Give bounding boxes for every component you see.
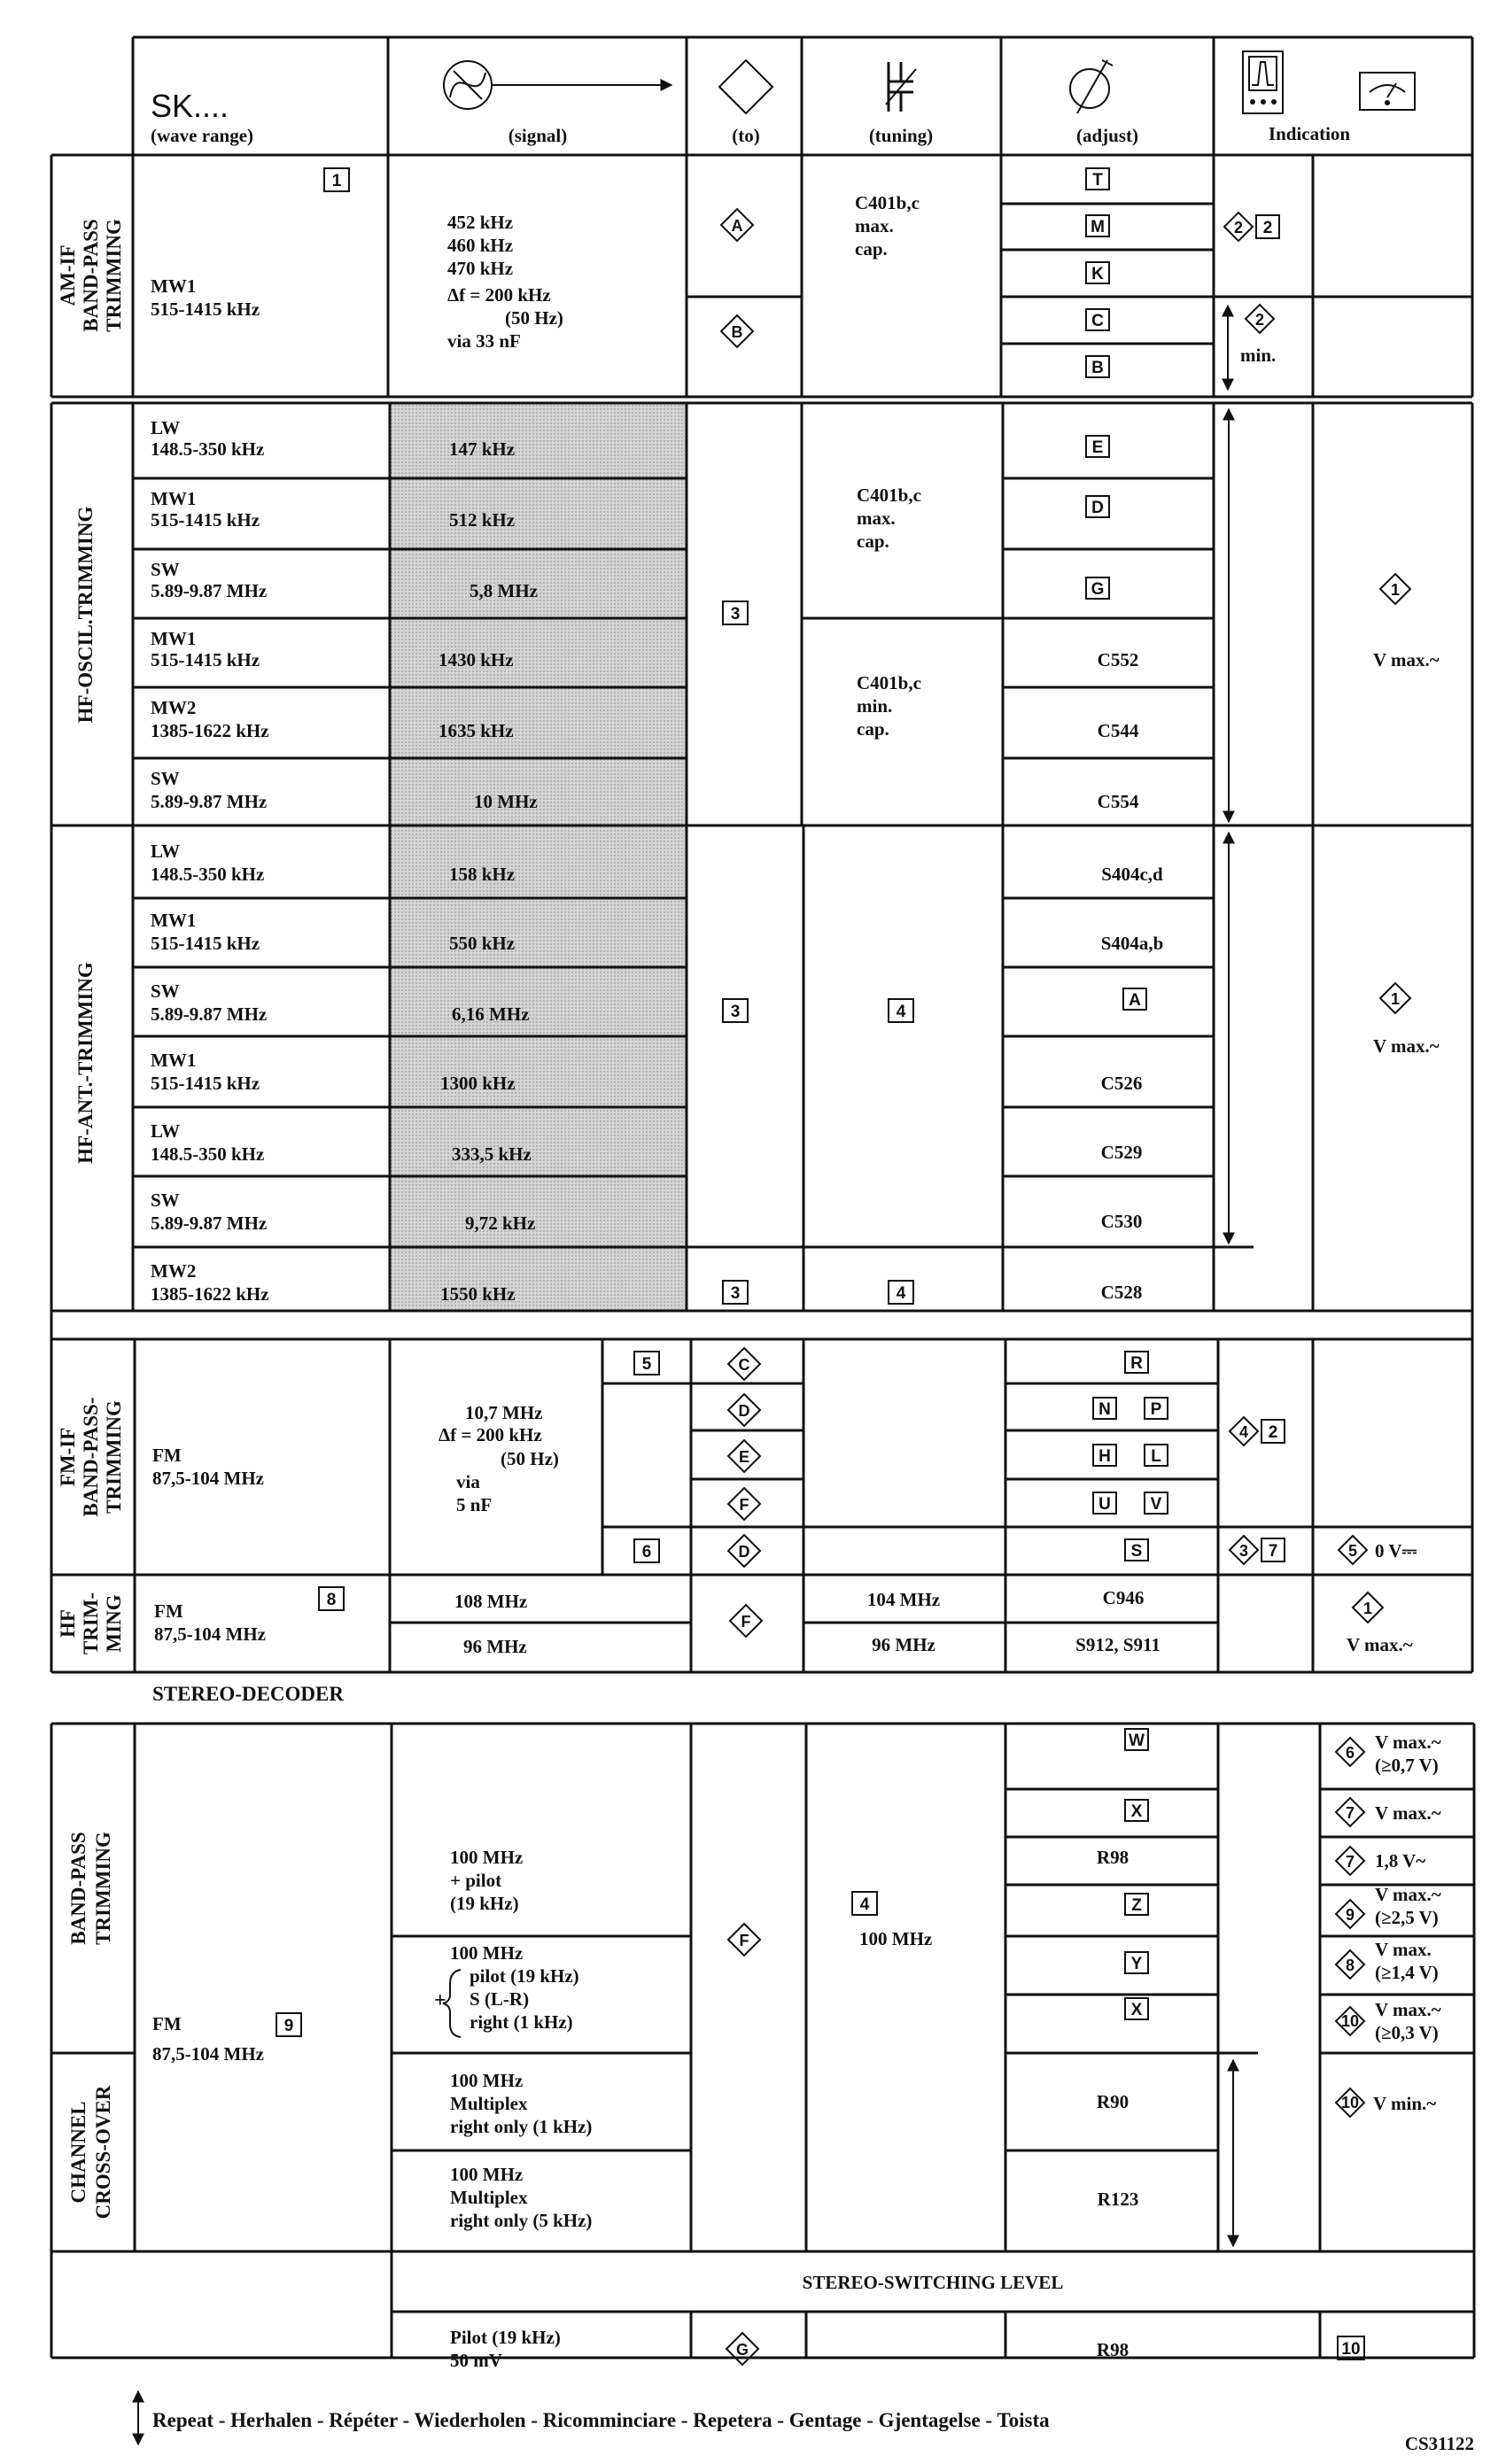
svg-text:W: W xyxy=(1129,1732,1145,1750)
svg-text:BAND-PASS-: BAND-PASS- xyxy=(80,1397,102,1517)
svg-text:158 kHz: 158 kHz xyxy=(449,864,516,885)
stereo-signal-4 xyxy=(450,2164,592,2231)
header-sk: SK.... xyxy=(151,88,229,124)
stereo-to xyxy=(728,1924,760,1956)
svg-text:(≥0,3 V): (≥0,3 V) xyxy=(1375,2022,1439,2043)
hf-oscil-indication xyxy=(1373,574,1440,670)
svg-text:P: P xyxy=(1150,1400,1162,1419)
svg-text:5: 5 xyxy=(1347,1542,1358,1560)
svg-text:min.: min. xyxy=(1240,345,1277,366)
svg-text:333,5 kHz: 333,5 kHz xyxy=(452,1143,532,1165)
svg-text:L: L xyxy=(1151,1447,1161,1466)
am-if-section-label xyxy=(57,219,125,332)
svg-text:452 kHz: 452 kHz xyxy=(447,212,514,233)
svg-text:5: 5 xyxy=(641,1355,652,1374)
svg-text:100 MHz: 100 MHz xyxy=(450,1942,524,1964)
svg-text:5.89-9.87 MHz: 5.89-9.87 MHz xyxy=(151,1003,268,1025)
svg-text:right only (5 kHz): right only (5 kHz) xyxy=(450,2210,593,2231)
svg-text:Δf = 200 kHz: Δf = 200 kHz xyxy=(439,1424,542,1445)
fm-if-indication-a xyxy=(1230,1417,1285,1445)
svg-text:1635 kHz: 1635 kHz xyxy=(439,720,514,741)
hf-ant-to-last xyxy=(723,1281,748,1304)
svg-text:460 kHz: 460 kHz xyxy=(447,235,514,256)
variable-capacitor-icon xyxy=(886,62,916,112)
svg-text:1: 1 xyxy=(1390,990,1401,1008)
fm-if-indication-b xyxy=(1230,1536,1285,1564)
svg-text:T: T xyxy=(1092,171,1103,190)
signal-shading xyxy=(390,403,687,1311)
svg-text:V min.~: V min.~ xyxy=(1373,2093,1437,2114)
svg-text:(≥2,5 V): (≥2,5 V) xyxy=(1375,1907,1439,1928)
svg-text:3: 3 xyxy=(730,1003,741,1021)
wave-range: 87,5-104 MHz xyxy=(152,2043,264,2065)
svg-text:F: F xyxy=(739,1496,749,1514)
svg-text:148.5-350 kHz: 148.5-350 kHz xyxy=(151,864,265,885)
stereo-indication xyxy=(1336,1847,1425,1875)
svg-text:S404c,d: S404c,d xyxy=(1101,864,1163,885)
svg-text:TRIMMING: TRIMMING xyxy=(103,1400,125,1514)
svg-text:CHANNEL: CHANNEL xyxy=(67,2101,89,2204)
svg-text:TRIMMING: TRIMMING xyxy=(92,1832,114,1945)
fm-if-box-6 xyxy=(634,1539,659,1562)
svg-text:LW: LW xyxy=(151,841,181,862)
svg-text:cap.: cap. xyxy=(855,238,888,260)
svg-text:2: 2 xyxy=(1262,219,1273,237)
fm-if-section-label xyxy=(57,1397,125,1516)
hf-oscil-section-label: HF-OSCIL.TRIMMING xyxy=(74,506,97,724)
hf-trim-indication xyxy=(1347,1592,1413,1655)
svg-text:5.89-9.87 MHz: 5.89-9.87 MHz xyxy=(151,791,268,812)
svg-text:V max.~: V max.~ xyxy=(1373,1035,1440,1057)
stereo-channel-crossover-label xyxy=(67,2085,114,2219)
svg-text:N: N xyxy=(1098,1400,1111,1419)
svg-text:CROSS-OVER: CROSS-OVER xyxy=(92,2085,114,2220)
svg-text:K: K xyxy=(1091,265,1104,283)
svg-text:5 nF: 5 nF xyxy=(456,1494,493,1515)
svg-text:MW1: MW1 xyxy=(151,1050,197,1071)
hf-trim-tuning: 96 MHz xyxy=(872,1634,935,1655)
svg-text:SW: SW xyxy=(151,559,180,580)
svg-text:SW: SW xyxy=(151,980,180,1002)
oscilloscope-icon xyxy=(1243,51,1283,113)
svg-text:+: + xyxy=(434,1989,446,2012)
svg-text:H: H xyxy=(1098,1447,1111,1466)
header-to: (to) xyxy=(732,125,760,146)
header-signal: (signal) xyxy=(508,125,568,146)
svg-text:0 V⎓: 0 V⎓ xyxy=(1375,1540,1417,1561)
am-if-to-b xyxy=(721,315,753,347)
fm-if-to xyxy=(728,1348,760,1567)
svg-text:9,72 kHz: 9,72 kHz xyxy=(465,1213,536,1234)
hf-trim-signal: 108 MHz xyxy=(454,1591,528,1612)
svg-text:5,8 MHz: 5,8 MHz xyxy=(470,580,538,601)
svg-text:7: 7 xyxy=(1345,1804,1355,1822)
svg-text:MW1: MW1 xyxy=(151,628,197,649)
svg-text:F: F xyxy=(741,1613,751,1631)
svg-text:515-1415 kHz: 515-1415 kHz xyxy=(151,1073,260,1094)
stereo-box-9 xyxy=(276,2013,301,2036)
stereo-signal-2 xyxy=(434,1942,579,2037)
svg-text:R98: R98 xyxy=(1096,1847,1130,1868)
svg-text:9: 9 xyxy=(283,2017,294,2035)
am-if-to-a xyxy=(721,209,753,241)
svg-text:max.: max. xyxy=(855,215,894,236)
svg-text:147 kHz: 147 kHz xyxy=(449,438,516,460)
hf-trim-tuning: 104 MHz xyxy=(866,1589,941,1610)
svg-text:C529: C529 xyxy=(1100,1142,1143,1163)
hf-oscil-tuning-max xyxy=(857,484,921,552)
header-tuning: (tuning) xyxy=(868,125,934,146)
svg-text:S (L-R): S (L-R) xyxy=(470,1988,530,2010)
svg-text:C554: C554 xyxy=(1097,791,1139,812)
svg-text:HF: HF xyxy=(57,1609,79,1638)
svg-text:1,8 V~: 1,8 V~ xyxy=(1375,1850,1426,1871)
svg-text:100 MHz: 100 MHz xyxy=(450,2164,524,2185)
svg-text:C401b,c: C401b,c xyxy=(855,192,920,213)
svg-text:100 MHz: 100 MHz xyxy=(450,2070,524,2091)
svg-text:3: 3 xyxy=(730,605,741,624)
svg-text:Y: Y xyxy=(1130,1955,1143,1973)
svg-text:C544: C544 xyxy=(1097,720,1139,741)
svg-text:10: 10 xyxy=(1340,2012,1360,2030)
to-diamond xyxy=(728,1348,760,1380)
wave-range: MW1 xyxy=(151,275,197,297)
stereo-switching-title: STEREO-SWITCHING LEVEL xyxy=(802,2272,1064,2293)
to-diamond xyxy=(728,1488,760,1520)
svg-text:LW: LW xyxy=(151,1120,181,1142)
stereo-tuning xyxy=(852,1892,932,1949)
svg-text:B: B xyxy=(731,323,743,341)
svg-text:V max.~: V max.~ xyxy=(1375,1999,1441,2020)
svg-text:right (1 kHz): right (1 kHz) xyxy=(470,2011,573,2033)
svg-text:5.89-9.87 MHz: 5.89-9.87 MHz xyxy=(151,1213,268,1234)
stereo-band-pass-label xyxy=(67,1832,114,1945)
header-adjust: (adjust) xyxy=(1075,125,1139,146)
svg-text:2: 2 xyxy=(1233,219,1244,236)
svg-text:7: 7 xyxy=(1345,1853,1355,1871)
svg-text:1300 kHz: 1300 kHz xyxy=(440,1073,516,1094)
hf-ant-to xyxy=(723,999,748,1022)
fm-if-box-5 xyxy=(634,1352,659,1375)
svg-text:C401b,c: C401b,c xyxy=(857,484,921,506)
to-diamond xyxy=(728,1440,760,1472)
svg-text:6: 6 xyxy=(1345,1744,1355,1762)
svg-text:C528: C528 xyxy=(1100,1282,1143,1303)
hf-trim-to xyxy=(730,1605,762,1637)
svg-text:Z: Z xyxy=(1131,1896,1142,1915)
pilot-indication-box xyxy=(1338,2336,1364,2359)
svg-text:G: G xyxy=(735,2341,749,2359)
svg-text:S404a,b: S404a,b xyxy=(1100,933,1164,954)
svg-text:E: E xyxy=(1091,438,1104,457)
to-diamond xyxy=(728,1535,760,1567)
stereo-signal-1 xyxy=(450,1847,523,1914)
stereo-signal-3 xyxy=(450,2070,592,2137)
stereo-indication xyxy=(1336,1999,1441,2043)
svg-text:148.5-350 kHz: 148.5-350 kHz xyxy=(151,1143,265,1165)
hf-trim-section-label xyxy=(57,1592,125,1654)
svg-text:9: 9 xyxy=(1345,1906,1355,1924)
svg-text:4: 4 xyxy=(896,1284,906,1303)
svg-text:BAND-PASS: BAND-PASS xyxy=(67,1832,89,1945)
hf-ant-indication xyxy=(1373,983,1440,1057)
svg-text:1: 1 xyxy=(331,172,342,190)
pilot-signal: 50 mV xyxy=(450,2350,502,2371)
svg-text:MW1: MW1 xyxy=(151,910,197,931)
svg-text:515-1415 kHz: 515-1415 kHz xyxy=(151,649,260,670)
signal-generator-icon xyxy=(444,61,671,109)
pilot-to xyxy=(726,2333,758,2365)
stereo-indication xyxy=(1336,1939,1439,1983)
svg-text:550 kHz: 550 kHz xyxy=(449,933,516,954)
svg-text:10 MHz: 10 MHz xyxy=(474,791,538,812)
svg-text:V max.~: V max.~ xyxy=(1375,1732,1441,1753)
section-am-if xyxy=(51,155,1472,403)
svg-text:470 kHz: 470 kHz xyxy=(447,258,514,279)
svg-text:right only (1 kHz): right only (1 kHz) xyxy=(450,2116,593,2137)
svg-text:(19 kHz): (19 kHz) xyxy=(450,1893,519,1914)
pilot-signal: Pilot (19 kHz) xyxy=(450,2327,561,2348)
fm-if-signal xyxy=(439,1402,559,1515)
section-label-line: BAND-PASS xyxy=(80,219,102,332)
svg-text:1385-1622 kHz: 1385-1622 kHz xyxy=(151,720,269,741)
document-code: CS31122 xyxy=(1404,2433,1474,2454)
svg-text:4: 4 xyxy=(1238,1423,1249,1441)
am-if-box-1 xyxy=(324,168,349,191)
am-if-adjust xyxy=(1086,168,1109,377)
hf-oscil-to xyxy=(723,601,748,624)
svg-text:V max.~: V max.~ xyxy=(1375,1884,1441,1905)
svg-text:R90: R90 xyxy=(1096,2091,1130,2112)
svg-text:FM-IF: FM-IF xyxy=(57,1427,79,1487)
svg-text:cap.: cap. xyxy=(857,718,889,740)
svg-text:D: D xyxy=(738,1543,750,1561)
trimmer-icon xyxy=(1070,60,1113,113)
section-hf-ant xyxy=(51,825,1472,1311)
svg-text:(≥0,7 V): (≥0,7 V) xyxy=(1375,1755,1439,1776)
svg-text:100 MHz: 100 MHz xyxy=(450,1847,524,1868)
svg-text:MW2: MW2 xyxy=(151,1260,197,1282)
am-if-indication-b xyxy=(1228,305,1276,390)
svg-text:7: 7 xyxy=(1268,1542,1278,1561)
section-label-line: AM-IF xyxy=(57,244,79,306)
svg-text:100 MHz: 100 MHz xyxy=(859,1928,933,1949)
svg-text:V max.: V max. xyxy=(1375,1939,1432,1960)
svg-text:1550 kHz: 1550 kHz xyxy=(440,1283,516,1305)
wave-range: 87,5-104 MHz xyxy=(154,1623,266,1645)
svg-text:E: E xyxy=(738,1448,750,1466)
svg-text:C: C xyxy=(738,1356,750,1374)
voltmeter-icon xyxy=(1360,73,1415,110)
svg-text:MW1: MW1 xyxy=(151,488,197,509)
svg-text:(50 Hz): (50 Hz) xyxy=(505,307,563,329)
pilot-adjust: R98 xyxy=(1096,2339,1130,2360)
svg-text:min.: min. xyxy=(857,695,893,717)
svg-text:F: F xyxy=(739,1932,749,1949)
svg-text:Δf = 200 kHz: Δf = 200 kHz xyxy=(447,284,551,306)
hf-ant-tuning xyxy=(889,999,913,1022)
svg-text:cap.: cap. xyxy=(857,531,889,552)
wave-range: 87,5-104 MHz xyxy=(152,1468,264,1489)
svg-text:max.: max. xyxy=(857,508,896,529)
svg-text:pilot (19 kHz): pilot (19 kHz) xyxy=(470,1965,579,1987)
wave-range: FM xyxy=(152,2013,182,2034)
svg-text:515-1415 kHz: 515-1415 kHz xyxy=(151,509,260,531)
to-diamond xyxy=(728,1394,760,1426)
header-indication: Indication xyxy=(1268,123,1351,144)
svg-text:X: X xyxy=(1130,2001,1143,2019)
svg-text:MING: MING xyxy=(103,1594,125,1653)
svg-text:5.89-9.87 MHz: 5.89-9.87 MHz xyxy=(151,580,268,601)
svg-text:1: 1 xyxy=(1390,581,1401,599)
section-hf-oscil xyxy=(51,403,1472,825)
svg-text:1430 kHz: 1430 kHz xyxy=(439,649,514,670)
svg-text:+ pilot: + pilot xyxy=(450,1870,502,1891)
hf-ant-section-label: HF-ANT.-TRIMMING xyxy=(74,962,97,1164)
header-wave-range: (wave range) xyxy=(151,125,254,146)
svg-text:3: 3 xyxy=(1238,1542,1249,1560)
svg-text:6: 6 xyxy=(641,1543,652,1561)
svg-text:C530: C530 xyxy=(1100,1211,1143,1232)
svg-text:C526: C526 xyxy=(1100,1073,1143,1094)
fm-if-indication-c xyxy=(1339,1536,1417,1564)
hf-ant-tuning-last xyxy=(889,1281,913,1304)
svg-text:S: S xyxy=(1130,1542,1143,1561)
svg-text:8: 8 xyxy=(1345,1956,1355,1974)
svg-text:148.5-350 kHz: 148.5-350 kHz xyxy=(151,438,265,460)
svg-text:SW: SW xyxy=(151,1189,180,1211)
svg-text:TRIM-: TRIM- xyxy=(80,1592,102,1655)
hf-trim-box-8 xyxy=(319,1587,344,1610)
hf-trim-adjust: C946 xyxy=(1102,1587,1145,1608)
stereo-indication xyxy=(1336,1884,1441,1928)
svg-text:8: 8 xyxy=(326,1591,337,1609)
section-label-line: TRIMMING xyxy=(103,219,125,332)
svg-text:V max.~: V max.~ xyxy=(1347,1634,1413,1655)
svg-text:D: D xyxy=(738,1402,750,1420)
am-if-tuning xyxy=(855,192,920,260)
hf-trim-signal: 96 MHz xyxy=(463,1636,527,1657)
stereo-indication xyxy=(1336,1732,1441,1776)
svg-text:4: 4 xyxy=(859,1895,870,1914)
svg-text:C: C xyxy=(1091,312,1104,330)
svg-text:B: B xyxy=(1091,359,1104,377)
wave-range: FM xyxy=(154,1600,183,1622)
repeat-legend: Repeat - Herhalen - Répéter - Wiederholen - Ricomminciare - Repetera - Gentage - Gjentagelse - Toista xyxy=(152,2409,1050,2431)
svg-text:R: R xyxy=(1130,1354,1143,1373)
svg-text:D: D xyxy=(1091,499,1104,517)
svg-text:Multiplex: Multiplex xyxy=(450,2187,528,2208)
svg-text:512 kHz: 512 kHz xyxy=(449,509,516,531)
svg-text:C552: C552 xyxy=(1097,649,1139,670)
svg-text:V max.~: V max.~ xyxy=(1375,1802,1441,1824)
svg-text:(≥1,4 V): (≥1,4 V) xyxy=(1375,1962,1439,1983)
svg-text:via 33 nF: via 33 nF xyxy=(447,330,521,352)
hf-oscil-tuning-min xyxy=(857,672,921,740)
svg-text:10,7 MHz: 10,7 MHz xyxy=(465,1402,543,1423)
svg-text:10: 10 xyxy=(1341,2340,1361,2359)
svg-text:10: 10 xyxy=(1340,2094,1360,2111)
svg-text:LW: LW xyxy=(151,417,181,438)
diamond-icon xyxy=(719,60,772,113)
svg-text:A: A xyxy=(731,217,743,235)
svg-text:A: A xyxy=(1129,991,1141,1010)
svg-text:2: 2 xyxy=(1268,1423,1278,1442)
wave-range: FM xyxy=(152,1445,182,1466)
svg-text:4: 4 xyxy=(896,1003,906,1021)
svg-text:1385-1622 kHz: 1385-1622 kHz xyxy=(151,1283,269,1305)
svg-text:3: 3 xyxy=(730,1284,741,1303)
svg-text:via: via xyxy=(456,1471,480,1492)
svg-text:1: 1 xyxy=(1362,1600,1373,1617)
svg-text:R123: R123 xyxy=(1097,2189,1139,2210)
am-if-signal xyxy=(447,212,563,352)
hf-trim-adjust: S912, S911 xyxy=(1075,1634,1161,1655)
svg-text:SW: SW xyxy=(151,768,180,789)
svg-text:V max.~: V max.~ xyxy=(1373,649,1440,670)
wave-range: 515-1415 kHz xyxy=(151,298,260,320)
section-stereo xyxy=(51,1724,1474,2358)
svg-text:6,16 MHz: 6,16 MHz xyxy=(452,1003,530,1025)
svg-text:MW2: MW2 xyxy=(151,697,197,718)
stereo-indication xyxy=(1336,1798,1441,1826)
svg-text:515-1415 kHz: 515-1415 kHz xyxy=(151,933,260,954)
am-if-indication-a xyxy=(1224,213,1279,241)
svg-text:U: U xyxy=(1098,1495,1111,1514)
stereo-decoder-title: STEREO-DECODER xyxy=(152,1683,344,1705)
svg-text:M: M xyxy=(1091,218,1105,236)
svg-text:2: 2 xyxy=(1254,311,1265,329)
stereo-indication xyxy=(1336,2088,1436,2117)
svg-text:(50 Hz): (50 Hz) xyxy=(501,1448,559,1469)
svg-text:V: V xyxy=(1150,1495,1162,1514)
svg-text:Multiplex: Multiplex xyxy=(450,2093,528,2114)
header-row xyxy=(51,37,1472,155)
stereo-adjust xyxy=(1097,1729,1148,2210)
svg-text:X: X xyxy=(1130,1802,1143,1821)
svg-text:G: G xyxy=(1091,580,1105,599)
svg-text:C401b,c: C401b,c xyxy=(857,672,921,693)
section-fm-if xyxy=(51,1311,1472,1672)
